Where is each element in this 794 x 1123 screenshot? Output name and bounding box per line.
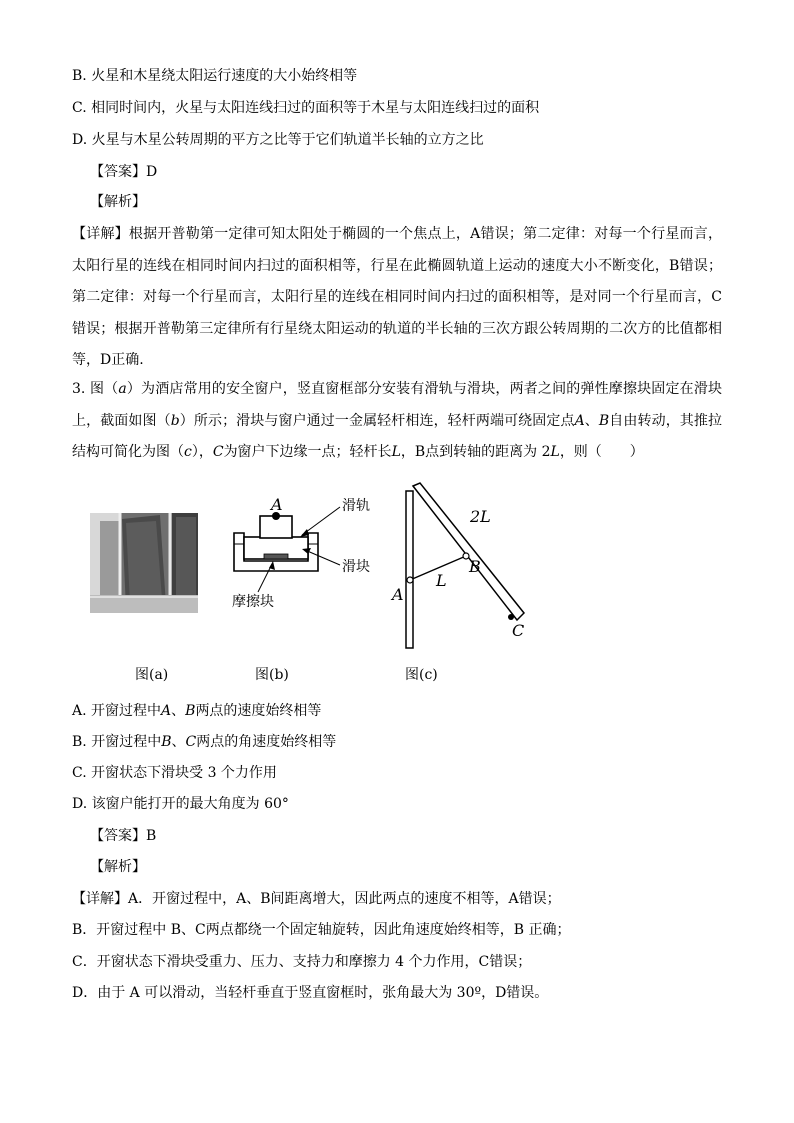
label-slider: 滑块 bbox=[342, 559, 370, 575]
q3-detail-a: 【详解】A．开窗过程中，A、B间距离增大，因此两点的速度不相等，A错误； bbox=[72, 891, 561, 907]
label-friction: 摩擦块 bbox=[232, 594, 274, 610]
option-b: B. 火星和木星绕太阳运行速度的大小始终相等 bbox=[72, 68, 358, 84]
q3-detail-c: C．开窗状态下滑块受重力、压力、支持力和摩擦力 4 个力作用，C错误； bbox=[72, 954, 532, 970]
window-frame-diagram bbox=[406, 483, 524, 648]
option-c: C. 相同时间内，火星与太阳连线扫过的面积等于木星与太阳连线扫过的面积 bbox=[72, 100, 540, 116]
detail-paragraph: 【详解】根据开普勒第一定律可知太阳处于椭圆的一个焦点上，A错误；第二定律：对每一个行星而言，太阳行星的连线在相同时间内扫过的面积相等，行星在此椭圆轨道上运动的速度大小不断变化，B错误；第二定律：对每一个行星而言，太阳行星的连线在相同时间内扫过的面积相等，是对同一个行星而言，C错误；根据开普勒第三定律所有行星绕太阳运动的轨道的半长轴的三次方跟公转周期的二次方的比值都相等，D正确. bbox=[72, 226, 722, 368]
q3-answer-label: 【答案】B bbox=[90, 828, 157, 844]
q3-option-b: B. 开窗过程中B、C两点的角速度始终相等 bbox=[72, 734, 337, 750]
caption-b: 图(b) bbox=[255, 667, 289, 683]
caption-a: 图(a) bbox=[135, 667, 169, 683]
label-l: L bbox=[436, 571, 447, 590]
q3-option-a: A. 开窗过程中A、B两点的速度始终相等 bbox=[72, 703, 322, 719]
caption-c: 图(c) bbox=[405, 667, 438, 683]
point-a-c bbox=[407, 577, 413, 583]
label-a-b: A bbox=[271, 495, 283, 514]
option-d: D. 火星与木星公转周期的平方之比等于它们轨道半长轴的立方之比 bbox=[72, 132, 484, 148]
q3-detail-d: D．由于 A 可以滑动，当轻杆垂直于竖直窗框时，张角最大为 30º，D错误。 bbox=[72, 985, 549, 1001]
q3-detail-b: B．开窗过程中 B、C两点都绕一个固定轴旋转，因此角速度始终相等，B 正确； bbox=[72, 922, 571, 938]
label-a-c: A bbox=[392, 585, 404, 604]
label-b-c: B bbox=[469, 557, 481, 576]
q3-analysis-label: 【解析】 bbox=[90, 859, 146, 875]
slider-cross-section bbox=[234, 516, 318, 571]
q3-option-d: D. 该窗户能打开的最大角度为 60° bbox=[72, 796, 289, 812]
analysis-label: 【解析】 bbox=[90, 194, 146, 210]
answer-label: 【答案】D bbox=[90, 164, 158, 180]
label-rail: 滑轨 bbox=[342, 498, 370, 514]
question-3-stem: 3. 图（a）为酒店常用的安全窗户，竖直窗框部分安装有滑轨与滑块，两者之间的弹性摩擦块固定在滑块上，截面如图（b）所示；滑块与窗户通过一金属轻杆相连，轻杆两端可绕固定点A、B自由转动，其推拉结构可简化为图（c），C为窗户下边缘一点；轻杆长L，B点到转轴的距离为 2L，则（ ） bbox=[72, 381, 723, 460]
label-2l: 2L bbox=[470, 507, 491, 526]
q3-option-c: C. 开窗状态下滑块受 3 个力作用 bbox=[72, 765, 277, 781]
label-c-c: C bbox=[512, 621, 525, 640]
point-c-c bbox=[508, 614, 514, 620]
